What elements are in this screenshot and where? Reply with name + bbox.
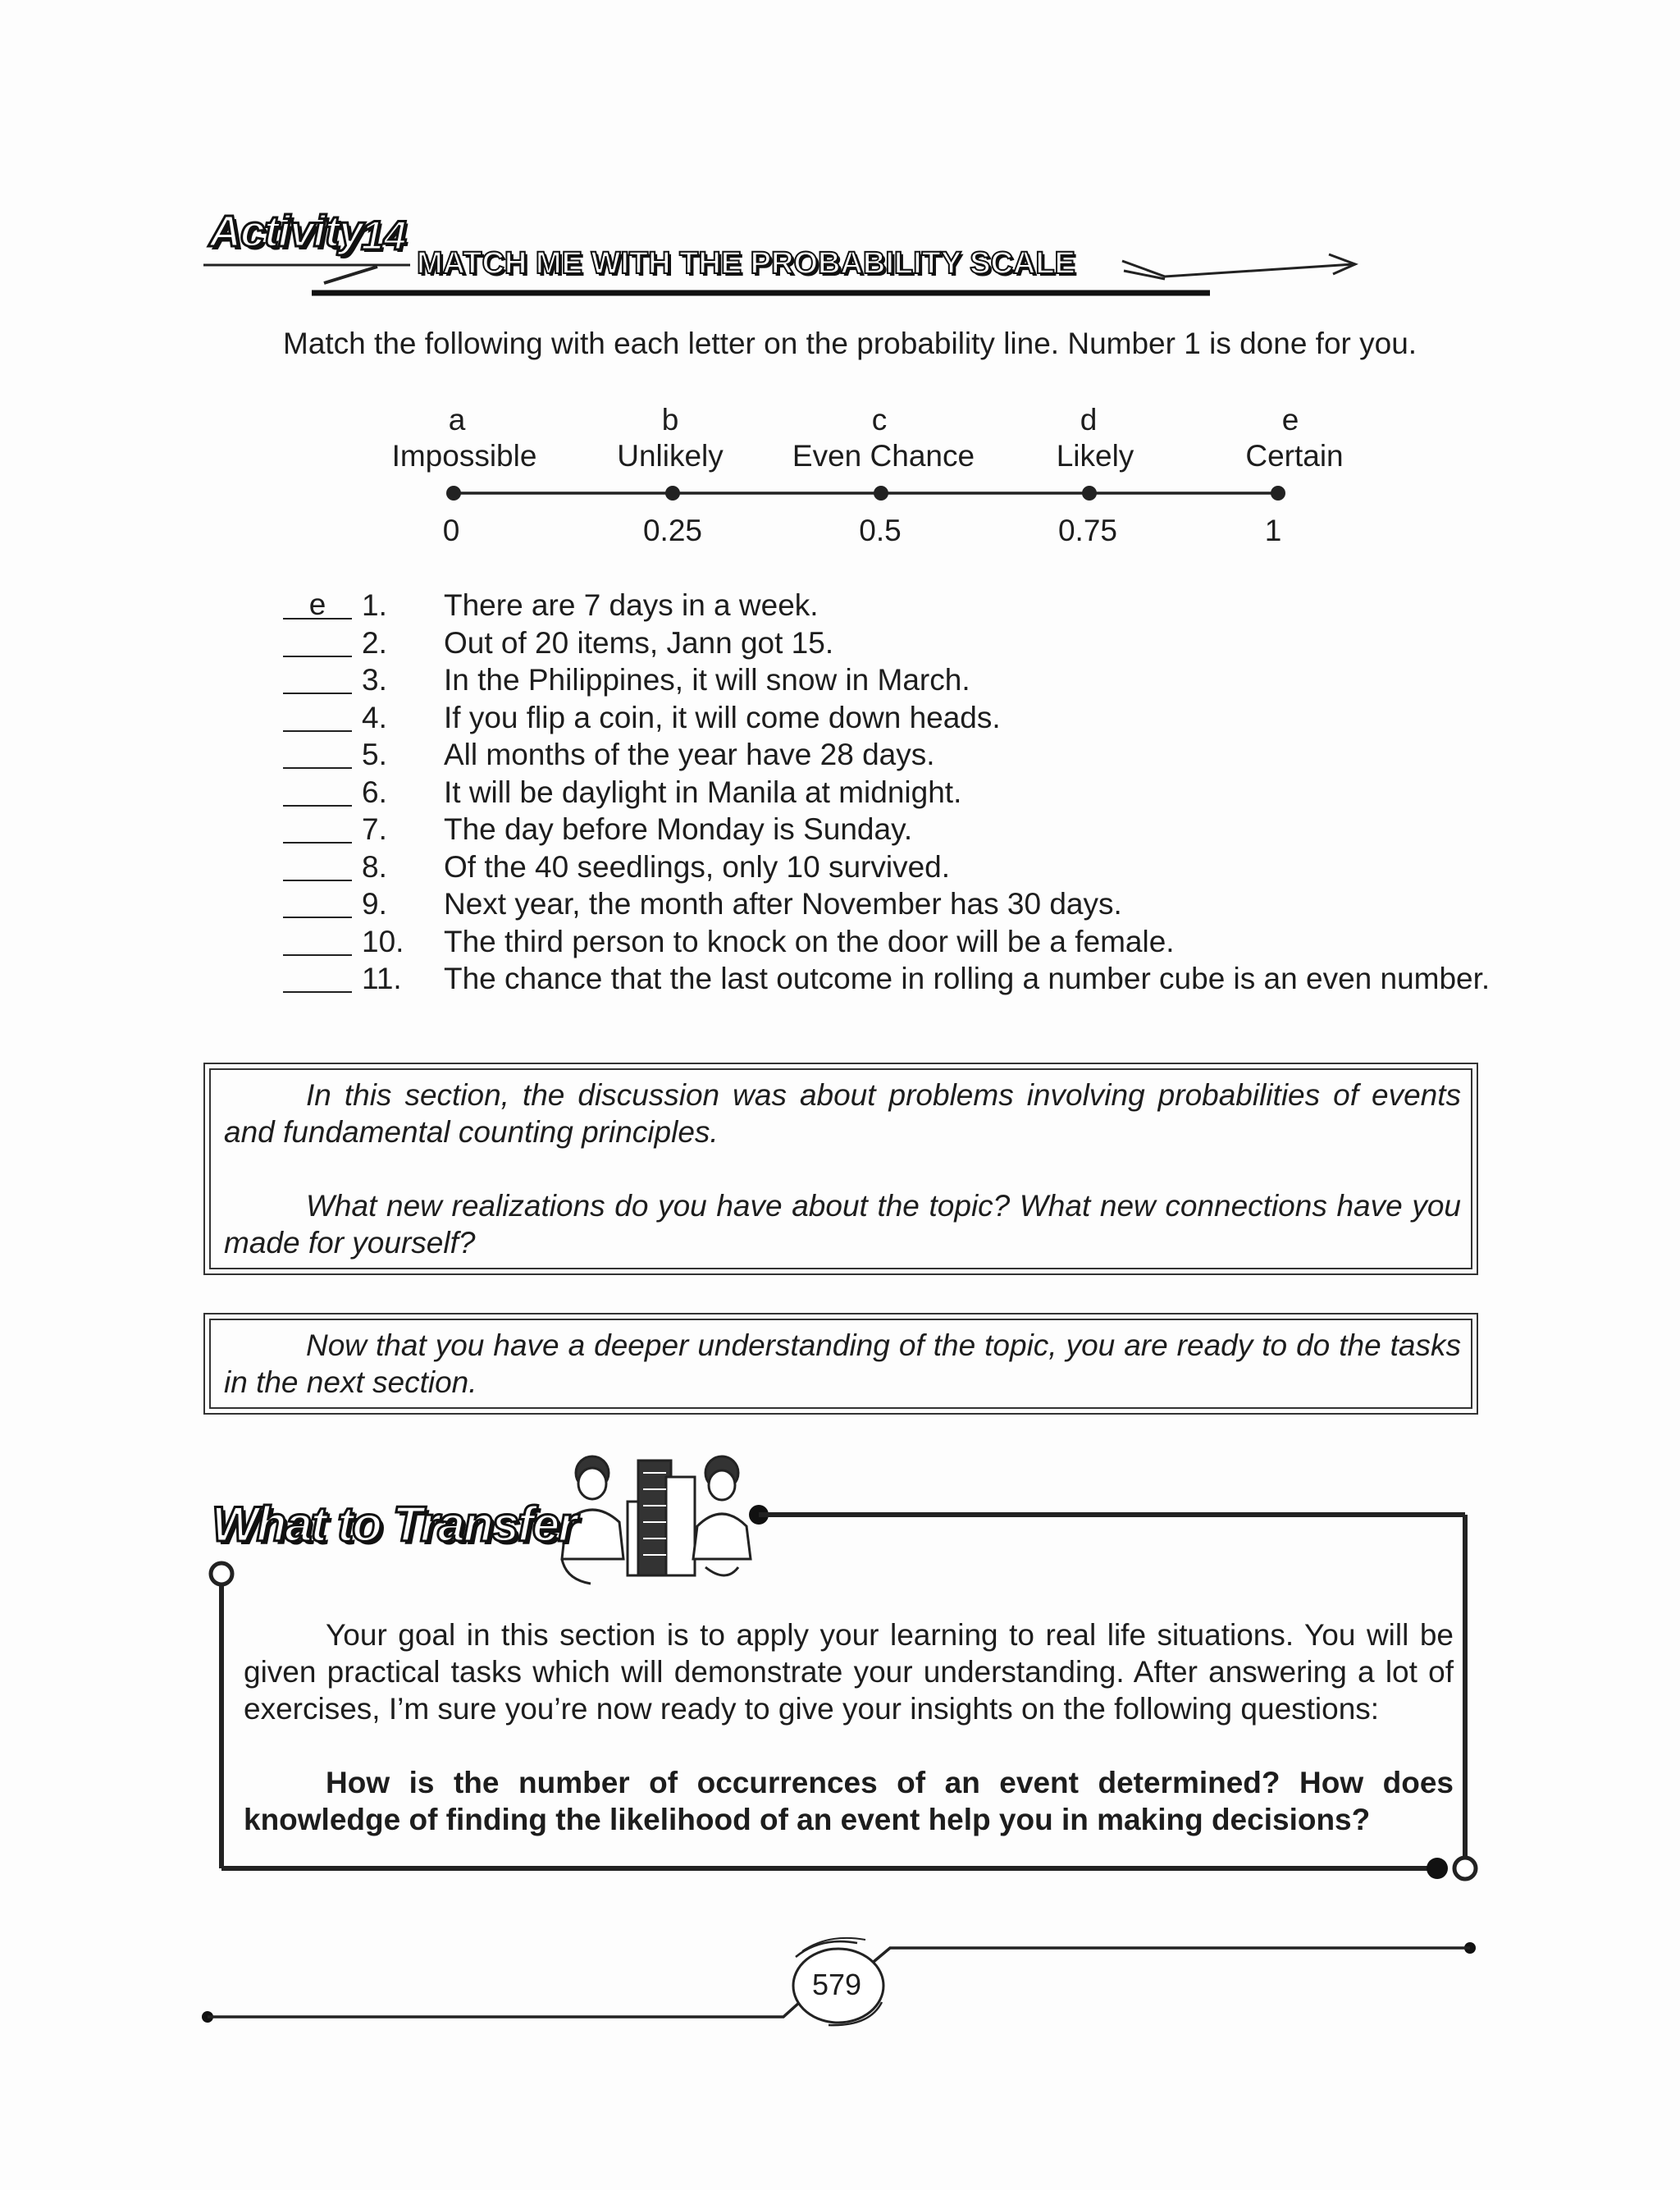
transition-paragraph: Now that you have a deeper understanding of the topic, you are ready to do the tasks in the next section. (224, 1328, 1461, 1399)
transition-box (203, 1313, 1478, 1415)
answer-blank[interactable] (283, 811, 352, 844)
answer-blank[interactable] (283, 736, 352, 769)
scale-label-a: a Impossible (391, 403, 537, 473)
answer-blank[interactable] (283, 774, 352, 807)
scale-point-a (446, 486, 461, 501)
answer-blank[interactable] (283, 624, 352, 657)
answer-blank[interactable] (283, 960, 352, 993)
answer-blank[interactable] (283, 699, 352, 732)
answer-blank[interactable]: e (283, 587, 352, 620)
activity-label: Activity (209, 207, 363, 256)
reflection-box (203, 1063, 1478, 1275)
scale-label-c: c Even Chance (792, 403, 975, 473)
scale-label-b: b Unlikely (617, 403, 724, 473)
transfer-questions: How is the number of occurrences of an event determined? How does knowledge of finding the likelihood of an event help you in making decisions? (244, 1766, 1454, 1836)
transfer-body (244, 1616, 1454, 1838)
transfer-heading: What to Transfer (212, 1497, 576, 1552)
transfer-paragraph: Your goal in this section is to apply your learning to real life situations. You will be given practical tasks which will demonstrate your understanding. After answering a lot of exercises, I’m sure you’re now ready to give your insights on the following questions: (244, 1618, 1454, 1726)
scale-value-1: 1 (1264, 514, 1282, 547)
probability-line (0, 0, 1680, 574)
scale-label-e: e Certain (1245, 403, 1344, 473)
scale-value-05: 0.5 (859, 514, 902, 547)
scale-label-d: d Likely (1056, 403, 1134, 473)
answer-blank[interactable] (283, 848, 352, 881)
page-number: 579 (811, 1968, 862, 2001)
scale-value-025: 0.25 (642, 514, 702, 547)
scale-value-075: 0.75 (1057, 514, 1117, 547)
kids-building-illustration (562, 1456, 751, 1584)
answer-blank[interactable] (283, 661, 352, 694)
answer-blank[interactable] (283, 885, 352, 918)
instruction-text: Match the following with each letter on the probability line. Number 1 is done for you. (283, 327, 1418, 360)
scale-point-d (1082, 486, 1097, 501)
activity-number: 14 (361, 213, 407, 258)
scale-point-e (1271, 486, 1285, 501)
answer-blank[interactable] (283, 923, 352, 956)
reflection-paragraph-1: In this section, the discussion was about problems involving probabilities of events and fundamental counting principles. (224, 1078, 1461, 1149)
scale-point-b (665, 486, 680, 501)
activity-title: MATCH ME WITH THE PROBABILITY SCALE (417, 246, 1075, 281)
scale-value-0: 0 (442, 514, 460, 547)
reflection-paragraph-2: What new realizations do you have about the topic? What new connections have you made for yourself? (224, 1189, 1461, 1260)
scale-point-c (874, 486, 888, 501)
